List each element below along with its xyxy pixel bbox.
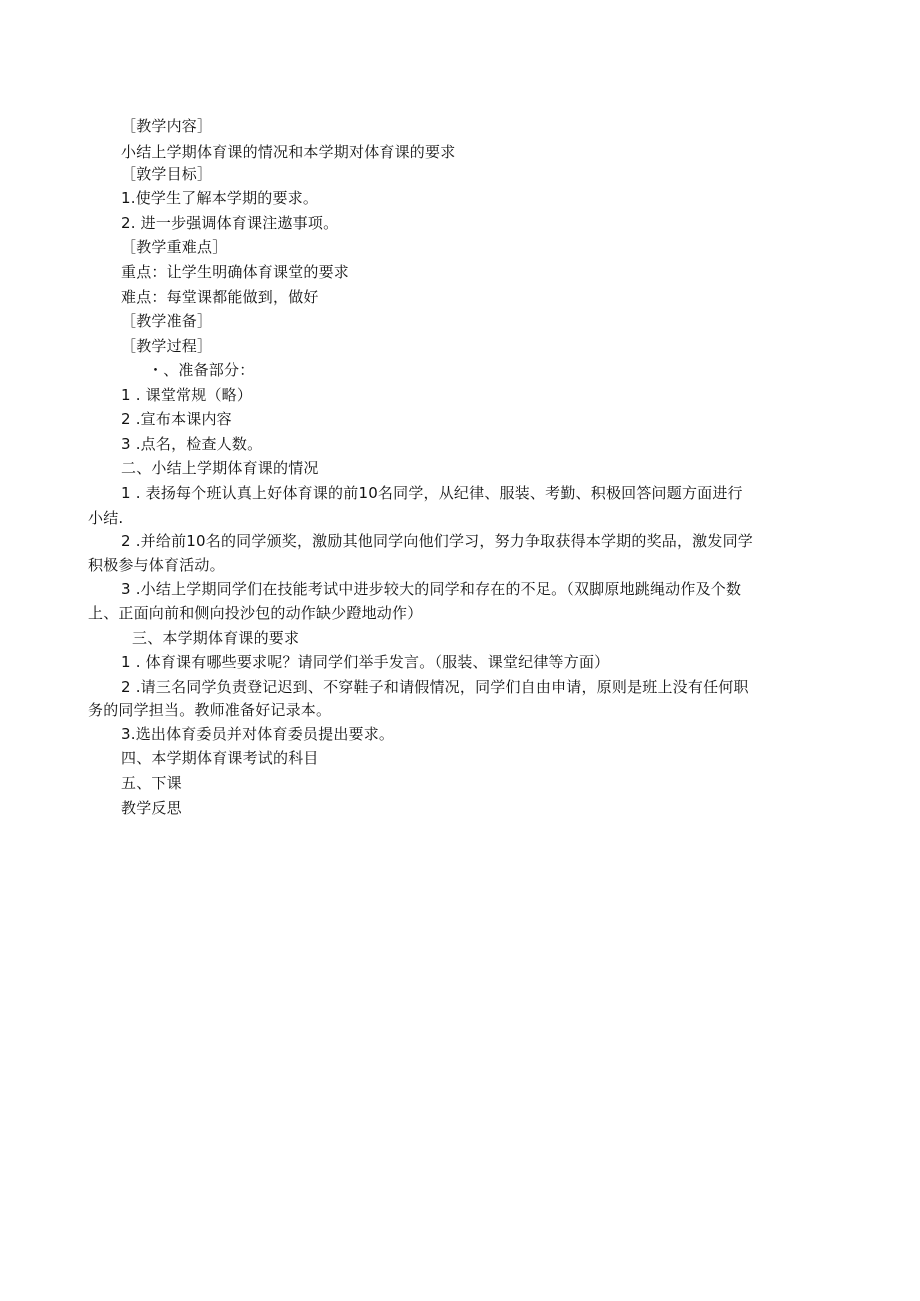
part-heading-exam-subjects: 四、本学期体育课考试的科目: [121, 749, 319, 767]
goal-item-2: 2. 进一步强调体育课注遨事项。: [121, 214, 339, 232]
part-heading-requirements: 三、本学期体育课的要求: [132, 629, 300, 647]
part-heading-preparation: ・、准备部分：: [148, 361, 255, 379]
requirement-item-1: 1 . 体育课有哪些要求呢？请同学们举手发言。（服装、课堂纪律等方面）: [121, 653, 610, 671]
summary-item-1: 1 . 表扬每个班认真上好体育课的前10名同学，从纪律、服装、考勤、积极回答问题方面进行: [121, 484, 743, 502]
requirement-item-2: 2 .请三名同学负责登记迟到、不穿鞋子和请假情况，同学们自由申请，原则是班上没有任何职: [121, 678, 749, 696]
teaching-reflection-heading: 教学反思: [121, 799, 182, 817]
section-heading-process: ［教学过程］: [121, 337, 213, 355]
section-heading-teaching-content: ［教学内容］: [121, 117, 213, 135]
content-text: 小结上学期体育课的情况和本学期对体育课的要求: [121, 143, 456, 161]
summary-item-1-continued: 小结.: [88, 509, 124, 527]
section-heading-preparation: ［教学准备］: [121, 312, 213, 330]
requirement-item-2-continued: 务的同学担当。教师准备好记录本。: [88, 701, 332, 719]
summary-item-2: 2 .并给前10名的同学颁奖，激励其他同学向他们学习，努力争取获得本学期的奖品，激发同学: [121, 532, 753, 550]
summary-item-2-continued: 积极参与体育活动。: [88, 556, 225, 574]
difficulty-text: 难点：每堂课都能做到，做好: [121, 288, 319, 306]
summary-item-3: 3 .小结上学期同学们在技能考试中进步较大的同学和存在的不足。（双脚原地跳绳动作及个数: [121, 580, 742, 598]
preparation-item-1: 1 . 课堂常规（略）: [121, 386, 253, 404]
preparation-item-2: 2 .宣布本课内容: [121, 410, 232, 428]
requirement-item-3: 3.选出体育委员并对体育委员提出要求。: [121, 725, 395, 743]
key-point-text: 重点：让学生明确体育课堂的要求: [121, 263, 350, 281]
section-heading-teaching-goals: ［敦学目标］: [121, 165, 213, 183]
goal-item-1: 1.使学生了解本学期的要求。: [121, 189, 319, 207]
part-heading-summary: 二、小结上学期体育课的情况: [121, 459, 319, 477]
summary-item-3-continued: 上、正面向前和侧向投沙包的动作缺少蹬地动作）: [88, 604, 423, 622]
preparation-item-3: 3 .点名，检查人数。: [121, 435, 263, 453]
part-heading-class-dismissed: 五、下课: [121, 774, 182, 792]
section-heading-key-points: ［教学重难点］: [121, 238, 228, 256]
